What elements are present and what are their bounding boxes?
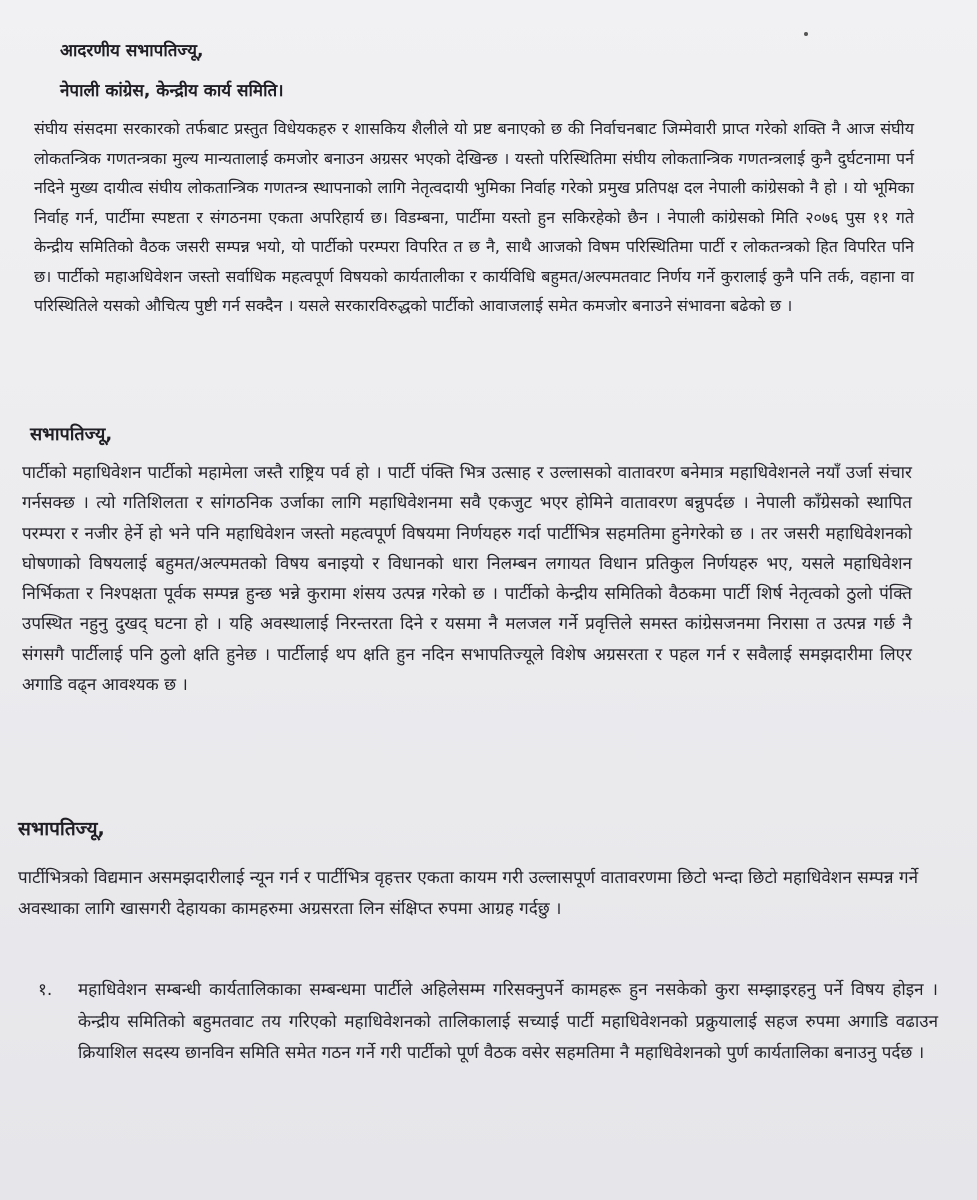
list-item	[38, 975, 938, 1070]
speck-mark	[804, 32, 808, 36]
salutation: आदरणीय सभापतिज्यू,	[60, 41, 204, 61]
paragraph-2: पार्टीको महाधिवेशन पार्टीको महामेला जस्तै राष्ट्रिय पर्व हो । पार्टी पंक्ति भित्र उत्साह र उल्लासको वातावरण बनेमात्र महाधिवेशनले नयाँ उर्जा संचार गर्नसक्छ । त्यो गतिशिलता र सांगठनिक उर्जाका लागि महाधिवेशनमा सवै एकजुट भएर होमिने वातावरण बन्नुपर्दछ । नेपाली काँग्रेसको स्थापित परम्परा र नजीर हेर्ने हो भने पनि महाधिवेशन जस्तो महत्वपूर्ण विषयमा निर्णयहरु गर्दा पार्टीभित्र सहमतिमा हुनेगरेको छ । तर जसरी महाधिवेशनको घोषणाको विषयलाई बहुमत/अल्पमतको विषय बनाइयो र विधानको धारा निलम्बन लगायत विधान प्रतिकुल निर्णयहरु भए, यसले महाधिवेशन निर्भिकता र निश्पक्षता पूर्वक सम्पन्न हुन्छ भन्ने कुरामा शंसय उत्पन्न गरेको छ । पार्टीको केन्द्रीय समितिको वैठकमा पार्टी शिर्ष नेतृत्वको ठुलो पंक्ति उपस्थित नहुनु दुखद् घटना हो । यहि अवस्थालाई निरन्तरता दिने र यसमा नै मलजल गर्ने प्रवृत्तिले समस्त कांग्रेसजनमा निरासा त उत्पन्न गर्छ नै संगसगै पार्टीलाई पनि ठुलो क्षति हुनेछ । पार्टीलाई थप क्षति हुन नदिन सभापतिज्यूले विशेष अग्रसरता र पहल गर्न र सवैलाई समझदारीमा लिएर अगाडि वढ्न आवश्यक छ ।	[22, 463, 912, 696]
addressee: नेपाली कांग्रेस, केन्द्रीय कार्य समिति।	[60, 81, 284, 101]
section-heading-3: सभापतिज्यू,	[18, 818, 105, 840]
list-item-number: १.	[38, 980, 53, 1000]
paragraph-1: संघीय संसदमा सरकारको तर्फबाट प्रस्तुत विधेयकहरु र शासकिय शैलीले यो प्रष्ट बनाएको छ की निर्वाचनबाट जिम्मेवारी प्राप्त गरेको शक्ति नै आज संघीय लोकतन्त्रिक गणतन्त्रका मुल्य मान्यतालाई कमजोर बनाउन अग्रसर भएको देखिन्छ । यस्तो परिस्थितिमा संघीय लोकतान्त्रिक गणतन्त्रलाई कुनै दुर्घटनामा पर्न नदिने मुख्य दायीत्व संघीय लोकतान्त्रिक गणतन्त्र स्थापनाको लागि नेतृत्वदायी भुमिका निर्वाह गरेको प्रमुख प्रतिपक्ष दल नेपाली कांग्रेसको नै हो । यो भूमिका निर्वाह गर्न, पार्टीमा स्पष्टता र संगठनमा एकता अपरिहार्य छ। विडम्बना, पार्टीमा यस्तो हुन सकिरहेको छैन । नेपाली कांग्रेसको मिति २०७६ पुस ११ गते केन्द्रीय समितिको वैठक जसरी सम्पन्न भयो, यो पार्टीको परम्परा विपरित त छ नै, साथै आजको विषम परिस्थितिमा पार्टी र लोकतन्त्रको हित विपरित पनि छ। पार्टीको महाअधिवेशन जस्तो सर्वाधिक महत्वपूर्ण विषयको कार्यतालीका र कार्यविधि बहुमत/अल्पमतवाट निर्णय गर्ने कुरालाई कुनै पनि तर्क, वहाना वा परिस्थितिले यसको औचित्य पुष्टी गर्न सक्दैन । यसले सरकारविरुद्धको पार्टीको आवाजलाई समेत कमजोर बनाउने संभावना बढेको छ ।	[34, 119, 914, 315]
paragraph-3: पार्टीभित्रको विद्यमान असमझदारीलाई न्यून गर्न र पार्टीभित्र वृहत्तर एकता कायम गरी उल्लासपूर्ण वातावरणमा छिटो भन्दा छिटो महाधिवेशन सम्पन्न गर्ने अवस्थाका लागि खासगरी देहायका कामहरुमा अग्रसरता लिन संक्षिप्त रुपमा आग्रह गर्दछु ।	[18, 868, 918, 919]
list-item-text: महाधिवेशन सम्बन्धी कार्यतालिकाका सम्बन्धमा पार्टीले अहिलेसम्म गरिसक्नुपर्ने कामहरू हुन नसकेको कुरा सम्झाइरहनु पर्ने विषय होइन । केन्द्रीय समितिको बहुमतवाट तय गरिएको महाधिवेशनको तालिकालाई सच्याई पार्टी महाधिवेशनको प्रक्रुयालाई सहज रुपमा अगाडि वढाउन क्रियाशिल सदस्य छानविन समिति समेत गठन गर्ने गरी पार्टीको पूर्ण वैठक वसेर सहमतिमा नै महाधिवेशनको पुर्ण कार्यतालिका बनाउनु पर्दछ ।	[78, 980, 938, 1063]
section-heading-2: सभापतिज्यू,	[30, 424, 113, 445]
